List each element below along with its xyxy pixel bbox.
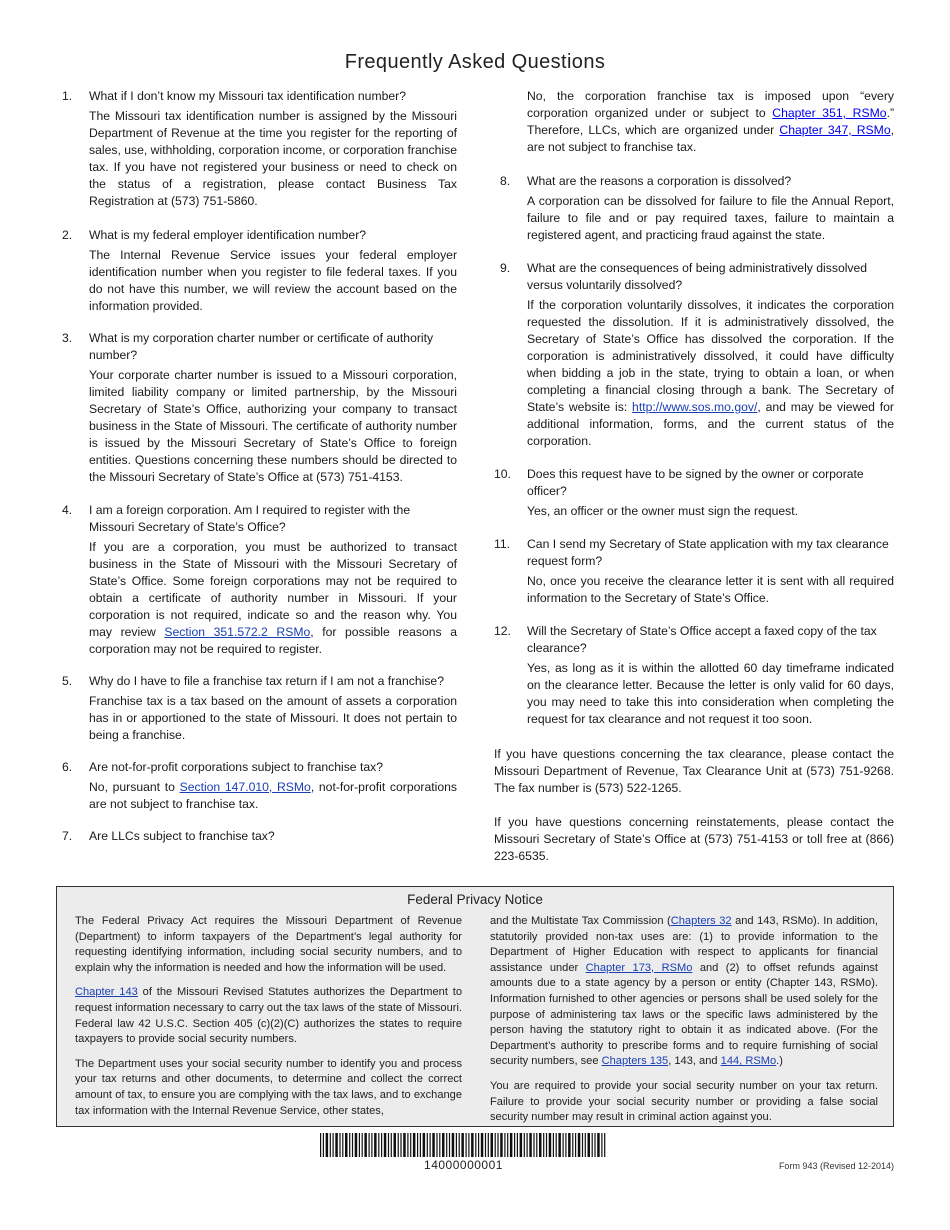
form-number: Form 943 (Revised 12-2014) — [778, 1161, 894, 1171]
faq-item-8 — [494, 173, 894, 244]
faq-item-6 — [62, 759, 457, 813]
faq-answer — [89, 539, 457, 658]
faq-number: 12. — [494, 624, 511, 638]
faq-question: Can I send my Secretary of State application with my tax clearance request form? — [527, 537, 889, 568]
faq-number: 5. — [62, 674, 73, 688]
answer-text: No, pursuant to — [89, 780, 180, 794]
faq-question: I am a foreign corporation. Am I required to register with the Missouri Secretary of State’s Office? — [89, 503, 411, 534]
privacy-text: , 143, and — [668, 1055, 721, 1068]
faq-number: 11. — [494, 537, 511, 551]
privacy-text: and 143, RSMo). In addition, statutorily provided non-tax uses are: (1) to provide information to the Department of Higher Education with respect to applicants for financial assistance under — [490, 915, 878, 974]
faq-question: Are not-for-profit corporations subject to franchise tax? — [89, 760, 383, 774]
faq-number: 1. — [62, 89, 73, 103]
faq-answer: The Missouri tax identification number is assigned by the Missouri Department of Revenue at the time you register for the reporting of sales, use, withholding, corporation income, or corporation franchise tax. If you have not registered your business or need to check on the status of a registration, please contact Business Tax Registration at (573) 751-5860. — [89, 109, 457, 208]
answer-text: , not-for-profit corporations are not subject to franchise tax. — [89, 780, 457, 811]
faq-number: 10. — [494, 467, 511, 481]
faq-question: Will the Secretary of State’s Office accept a faxed copy of the tax clearance? — [527, 624, 877, 655]
chapter-144-link[interactable]: 144, RSMo — [720, 1055, 777, 1068]
faq-question: What are the reasons a corporation is dissolved? — [527, 174, 792, 188]
faq-answer: The Internal Revenue Service issues your federal employer identification number when you register to file federal taxes. If you do not have this number, we will review the account based on the information provided. — [89, 248, 457, 313]
sos-website-link[interactable]: http://www.sos.mo.gov/ — [632, 400, 758, 414]
privacy-paragraph — [490, 914, 878, 1070]
faq-item-3 — [62, 330, 457, 486]
faq-number: 2. — [62, 228, 73, 242]
answer-text: If the corporation voluntarily dissolves, it indicates the corporation requested the dissolution. If it is administratively dissolved, the Secretary of State’s Office has dissolved the corporation. If the corporation is administratively dissolved, it could have difficulty when bidding a job in the state, trying to obtain a loan, or when completing a financial closing through a bank. The Secretary of State’s website is: — [527, 298, 894, 414]
chapters-32-link[interactable]: Chapters 32 — [670, 915, 732, 927]
faq-left-column — [62, 88, 457, 848]
answer-text: No, the corporation franchise tax is imposed upon “every corporation organized under or subject to — [527, 89, 894, 120]
faq-number: 7. — [62, 829, 73, 843]
answer-text: , for possible reasons a corporation may not be required to register. — [89, 625, 457, 656]
faq-question: What is my federal employer identification number? — [89, 228, 367, 242]
privacy-paragraph: The Federal Privacy Act requires the Missouri Department of Revenue (Department) to inform taxpayers of the Department’s legal authority for requesting identifying information, including social security numbers, and to explain why the information is needed and how the information will be used. — [75, 915, 462, 974]
faq-number: 8. — [500, 174, 511, 188]
answer-text: If you are a corporation, you must be authorized to transact business in the State of Missouri with the Missouri Secretary of State’s Office. Some foreign corporations may not be required to obtain a certificate of authority number in Missouri. If your corporation is not required, indicate so and the reason why. You may review — [89, 540, 457, 639]
privacy-text: of the Missouri Revised Statutes authorizes the Department to request information necessary to carry out the tax laws of the state of Missouri. Federal law 42 U.S.C. Section 405 (c)(2)(C) authorizes the states to require taxpayers to provide social security numbers. — [75, 986, 463, 1046]
privacy-text: .) — [776, 1055, 783, 1068]
faq-item-11 — [494, 536, 894, 607]
answer-text: , and may be viewed for additional information, forms, and the current status of the corporation. — [527, 400, 894, 448]
faq-item-1 — [62, 88, 457, 210]
privacy-notice-title: Federal Privacy Notice — [407, 892, 543, 907]
faq-item-12 — [494, 623, 894, 728]
faq-right-column — [494, 88, 894, 865]
answer-text: .” Therefore, LLCs, which are organized under — [527, 106, 895, 137]
faq-answer: A corporation can be dissolved for failure to file the Annual Report, failure to file and or pay required taxes, failure to maintain a registered agent, and practicing fraud against the state. — [527, 194, 894, 242]
faq-number: 9. — [500, 261, 511, 275]
section-351-link[interactable]: Section 351.572.2 RSMo — [164, 625, 311, 639]
barcode-icon — [320, 1133, 607, 1157]
privacy-paragraph: You are required to provide your social security number on your tax return. Failure to provide your social security number or providing a false social security number may result in criminal action against you. — [490, 1079, 878, 1124]
faq-item-5 — [62, 673, 457, 744]
faq-item-10 — [494, 466, 894, 520]
faq-answer — [527, 297, 894, 450]
privacy-paragraph — [75, 985, 462, 1047]
chapter-143-link[interactable]: Chapter 143 — [75, 986, 138, 999]
answer-text: , are not subject to franchise tax. — [527, 123, 895, 154]
faq-item-2 — [62, 227, 457, 315]
chapter-173-link[interactable]: Chapter 173, RSMo — [585, 961, 693, 974]
faq-answer: Franchise tax is a tax based on the amount of assets a corporation has in or apportioned to the state of Missouri. It does not pertain to being a franchise. — [89, 694, 457, 742]
chapters-135-link[interactable]: Chapters 135 — [601, 1055, 669, 1068]
faq-number: 6. — [62, 760, 73, 774]
faq-question: Does this request have to be signed by the owner or corporate officer? — [527, 467, 864, 498]
faq-answer: Your corporate charter number is issued to a Missouri corporation, limited liability company or limited partnership, by the Missouri Secretary of State’s Office, authorizing your company to transact business in the State of Missouri. The certificate of authority number is issued by the Missouri Secretary of State’s Office to foreign entities. Questions concerning these numbers should be directed to the Missouri Secretary of State’s Office at (573) 751-4153. — [89, 368, 457, 484]
faq-question: Are LLCs subject to franchise tax? — [89, 829, 275, 843]
faq-question: What if I don’t know my Missouri tax identification number? — [89, 89, 407, 103]
privacy-text: and (2) to offset refunds against amounts due to a state agency by a person or entity (Chapter 143, RSMo). Information furnished to other agencies or persons shall be used solely for the purpose of administering tax laws or the specific laws administered by the person having the statutory right to obtain it as indicated above. (For the Department’s authority to prescribe forms and to require furnishing of social security numbers, see — [490, 961, 879, 1068]
faq-answer — [89, 779, 457, 813]
faq-number: 4. — [62, 503, 73, 517]
barcode-number: 14000000001 — [424, 1158, 503, 1172]
faq-question: Why do I have to file a franchise tax return if I am not a franchise? — [89, 674, 444, 688]
faq-item-4 — [62, 502, 457, 658]
privacy-left-column — [75, 914, 462, 1128]
chapter-347-link[interactable]: Chapter 347, RSMo — [779, 123, 891, 137]
faq-number: 3. — [62, 331, 73, 345]
faq-item-7 — [62, 828, 457, 845]
page-title: Frequently Asked Questions — [344, 51, 606, 73]
privacy-text: and the Multistate Tax Commission ( — [490, 915, 671, 927]
federal-privacy-notice — [56, 886, 894, 1127]
faq-question: What are the consequences of being administratively dissolved versus voluntarily dissolved? — [527, 261, 868, 292]
faq-answer: No, once you receive the clearance letter it is sent with all required information to the Secretary of State’s Office. — [527, 574, 894, 605]
privacy-paragraph: The Department uses your social security number to identify you and process your tax returns and other documents, to determine and collect the correct amount of tax, to ensure you are complying with the tax laws, and to exchange tax information with the Internal Revenue Service, other states, — [75, 1057, 462, 1117]
reinstatement-contact: If you have questions concerning reinstatements, please contact the Missouri Secretary of State’s Office at (573) 751-4153 or toll free at (866) 223-6535. — [494, 815, 894, 863]
faq-answer: Yes, as long as it is within the allotted 60 day timeframe indicated on the clearance letter. Because the letter is only valid for 60 days, you may need to take this into consideration when completing the request for tax clearance and not request it too soon. — [527, 661, 894, 726]
faq-answer: Yes, an officer or the owner must sign the request. — [527, 504, 798, 518]
privacy-right-column — [490, 914, 878, 1135]
section-147-link[interactable]: Section 147.010, RSMo — [179, 780, 311, 794]
faq-answer-7-continued — [494, 88, 894, 156]
faq-question: What is my corporation charter number or certificate of authority number? — [89, 331, 434, 362]
faq-item-9 — [494, 260, 894, 450]
tax-clearance-contact: If you have questions concerning the tax clearance, please contact the Missouri Department of Revenue, Tax Clearance Unit at (573) 751-9268. The fax number is (573) 522-1265. — [494, 747, 894, 795]
chapter-351-link[interactable]: Chapter 351, RSMo — [772, 106, 887, 120]
